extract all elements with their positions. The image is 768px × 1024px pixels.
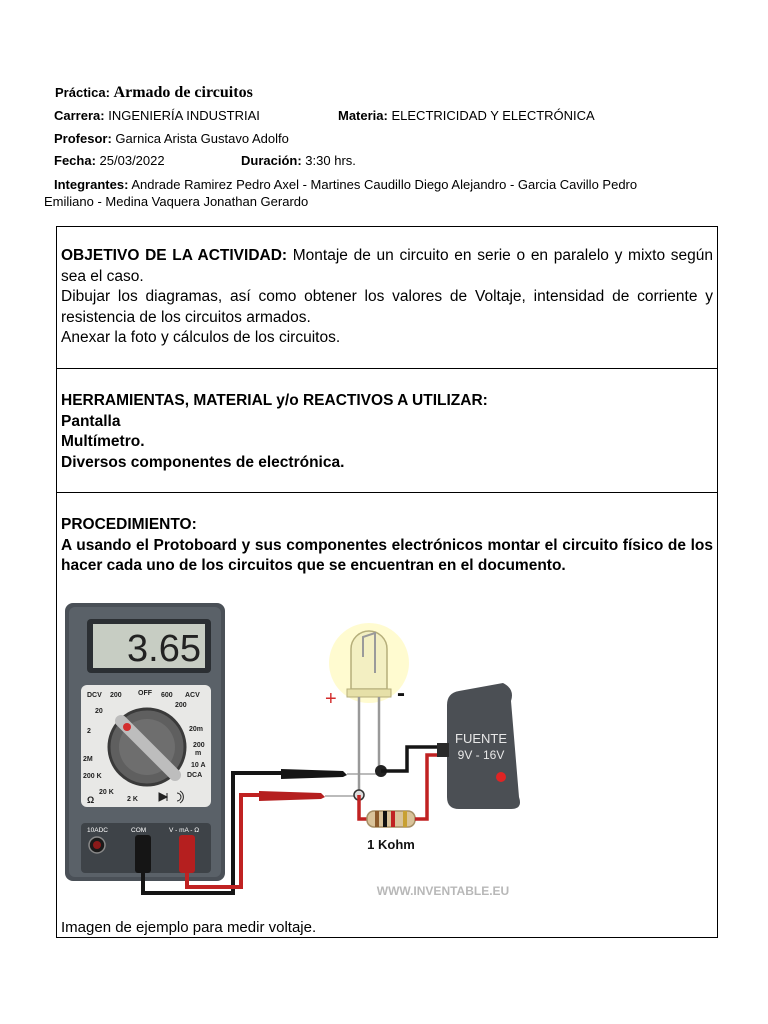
supply-title: FUENTE [455,731,507,746]
dial-label: 10 A [191,762,206,769]
dial-label: 200 [175,702,187,709]
profesor-value: Garnica Arista Gustavo Adolfo [115,131,289,146]
port-label: V - mA - Ω [169,827,200,834]
figure-caption: Imagen de ejemplo para medir voltaje. [61,919,317,936]
procedimiento-title: PROCEDIMIENTO: [61,516,197,533]
dial-label: Ω [87,795,95,805]
display-reading: 3.65 [127,628,201,670]
objetivo-text1: Montaje de un circuito en serie o en paralelo y mixto según sea el caso. [61,247,714,285]
duracion-value: 3:30 hrs. [305,153,356,168]
dial-label: 2M [83,756,93,763]
port-label: COM [131,827,147,834]
fecha-value: 25/03/2022 [99,153,165,168]
herramientas-section [57,391,717,473]
dial-label: 20m [189,726,204,733]
dial-indicator [123,723,131,731]
procedimiento-section [57,515,717,577]
dial-label: OFF [138,690,152,697]
dial-label: 600 [161,692,173,699]
herramientas-item: Pantalla [61,412,121,430]
activity-table [56,226,718,938]
profesor-label: Profesor: [54,131,112,146]
dial-label: DCV [87,692,102,699]
practica-title: Armado de circuitos [113,84,253,101]
objetivo-title: OBJETIVO DE LA ACTIVIDAD: [61,247,288,264]
herramientas-title: HERRAMIENTAS, MATERIAL y/o REACTIVOS A UTILIZAR: [61,392,488,409]
plus-sign: + [325,688,337,710]
fecha-label: Fecha: [54,153,96,168]
dial-label: ACV [185,692,200,699]
dial-label: 200 [110,692,122,699]
dial-label: 20 K [99,789,114,796]
dial-label: m [195,750,202,757]
materia-value: ELECTRICIDAD Y ELECTRÓNICA [391,108,595,123]
dial-label: DCA [187,772,203,779]
herramientas-item: Diversos componentes de electrónica. [61,453,345,471]
dial-label: 2 [87,728,91,735]
section-divider [57,492,717,493]
dial-label: 20 [95,708,103,715]
objetivo-text3: Anexar la foto y cálculos de los circuitos. [61,329,341,346]
objetivo-text2: Dibujar los diagramas, así como obtener los valores de Voltaje, intensidad de corriente y resistencia de los circuitos armados. [61,288,713,326]
objetivo-section [57,246,717,349]
dial-label: 200 [193,742,205,749]
practica-label: Práctica: [55,85,110,100]
supply-indicator-light [496,772,506,782]
minus-sign: - [397,680,405,707]
herramientas-item: Multímetro. [61,433,145,450]
procedimiento-text: A usando el Protoboard y sus componentes electrónicos montar el circuito físico de los hacer cada uno de los circuitos que se encuentran en el documento. [61,536,713,574]
red-probe-plug [179,835,195,873]
supply-range: 9V - 16V [457,748,505,762]
led [351,631,387,689]
materia-label: Materia: [338,108,388,123]
duracion-label: Duración: [241,153,302,168]
port-label: 10ADC [87,827,108,834]
carrera-value: INGENIERÍA INDUSTRIAI [108,108,260,123]
carrera-label: Carrera: [54,108,105,123]
integrantes-label: Integrantes: [54,177,129,192]
dial-label: 2 K [127,796,138,803]
integrantes-line2: Emiliano - Medina Vaquera Jonathan Gerardo [44,194,309,209]
integrantes-line1: Andrade Ramirez Pedro Axel - Martines Caudillo Diego Alejandro - Garcia Cavillo Pedro [131,177,638,192]
watermark: WWW.INVENTABLE.EU [376,884,510,898]
power-supply [447,683,520,809]
resistor-label: 1 Kohm [367,837,415,852]
black-probe-plug [135,835,151,873]
voltage-measurement-figure [63,597,540,915]
dial-label: 200 K [83,773,102,780]
section-divider [57,368,717,369]
